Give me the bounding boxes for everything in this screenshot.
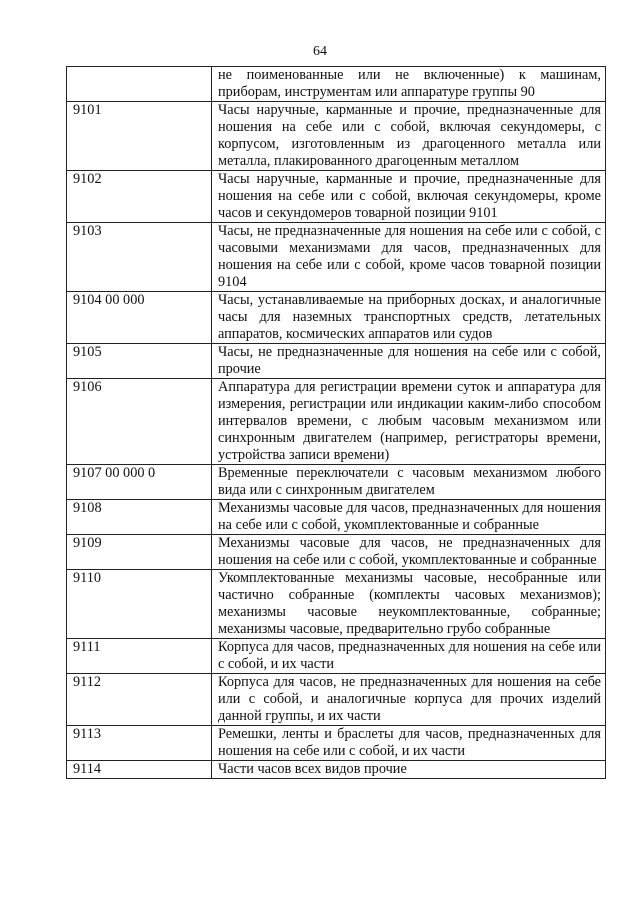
row-code: 9111: [67, 639, 212, 674]
row-description: Механизмы часовые для часов, предназначенных для ношения на себе или с собой, укомплектованные и собранные: [212, 500, 606, 535]
tariff-table-body: [67, 67, 606, 779]
row-description: Часы наручные, карманные и прочие, предназначенные для ношения на себе или с собой, включая секундомеры, с корпусом, изготовленным из драгоценного металла или металла, плакированного драгоценным металлом: [212, 102, 606, 171]
table-row: [67, 639, 606, 674]
row-description: Часы, не предназначенные для ношения на себе или с собой, с часовыми механизмами для часов, предназначенных для ношения на себе или с собой, кроме часов товарной позиции 9104: [212, 223, 606, 292]
row-code: 9107 00 000 0: [67, 465, 212, 500]
row-description: Часы, устанавливаемые на приборных досках, и аналогичные часы для наземных транспортных средств, летательных аппаратов, космических аппаратов или судов: [212, 292, 606, 344]
row-code: 9108: [67, 500, 212, 535]
row-code: 9101: [67, 102, 212, 171]
row-code: 9112: [67, 674, 212, 726]
row-description: Корпуса для часов, предназначенных для ношения на себе или с собой, и их части: [212, 639, 606, 674]
table-row: [67, 67, 606, 102]
table-row: [67, 465, 606, 500]
table-row: [67, 570, 606, 639]
table-row: [67, 223, 606, 292]
row-code: 9105: [67, 344, 212, 379]
page-number: 64: [313, 44, 327, 59]
row-description: Временные переключатели с часовым механизмом любого вида или с синхронным двигателем: [212, 465, 606, 500]
row-description: Ремешки, ленты и браслеты для часов, предназначенных для ношения на себе или с собой, и их части: [212, 726, 606, 761]
row-description: Аппаратура для регистрации времени суток и аппаратура для измерения, регистрации или индикации каким-либо способом интервалов времени, с любым часовым механизмом или синхронным двигателем (например, регистраторы времени, устройства записи времени): [212, 379, 606, 465]
row-description: Корпуса для часов, не предназначенных для ношения на себе или с собой, и аналогичные корпуса для прочих изделий данной группы, и их части: [212, 674, 606, 726]
row-code: [67, 67, 212, 102]
row-code: 9114: [67, 761, 212, 779]
row-description: Часы, не предназначенные для ношения на себе или с собой, прочие: [212, 344, 606, 379]
row-description: не поименованные или не включенные) к машинам, приборам, инструментам или аппаратуре группы 90: [212, 67, 606, 102]
table-row: [67, 344, 606, 379]
row-code: 9102: [67, 171, 212, 223]
row-description: Механизмы часовые для часов, не предназначенных для ношения на себе или с собой, укомплектованные и собранные: [212, 535, 606, 570]
row-code: 9103: [67, 223, 212, 292]
row-code: 9106: [67, 379, 212, 465]
row-code: 9113: [67, 726, 212, 761]
table-row: [67, 535, 606, 570]
row-code: 9109: [67, 535, 212, 570]
table-row: [67, 379, 606, 465]
table-row: [67, 102, 606, 171]
table-row: [67, 674, 606, 726]
table-row: [67, 171, 606, 223]
table-row: [67, 500, 606, 535]
tariff-table: [66, 66, 606, 779]
table-row: [67, 292, 606, 344]
row-code: 9110: [67, 570, 212, 639]
row-code: 9104 00 000: [67, 292, 212, 344]
table-row: [67, 761, 606, 779]
row-description: Части часов всех видов прочие: [212, 761, 606, 779]
table-row: [67, 726, 606, 761]
row-description: Часы наручные, карманные и прочие, предназначенные для ношения на себе или с собой, включая секундомеры, кроме часов и секундомеров товарной позиции 9101: [212, 171, 606, 223]
row-description: Укомплектованные механизмы часовые, несобранные или частично собранные (комплекты часовых механизмов); механизмы часовые неукомплектованные, собранные; механизмы часовые, предварительно грубо собранные: [212, 570, 606, 639]
